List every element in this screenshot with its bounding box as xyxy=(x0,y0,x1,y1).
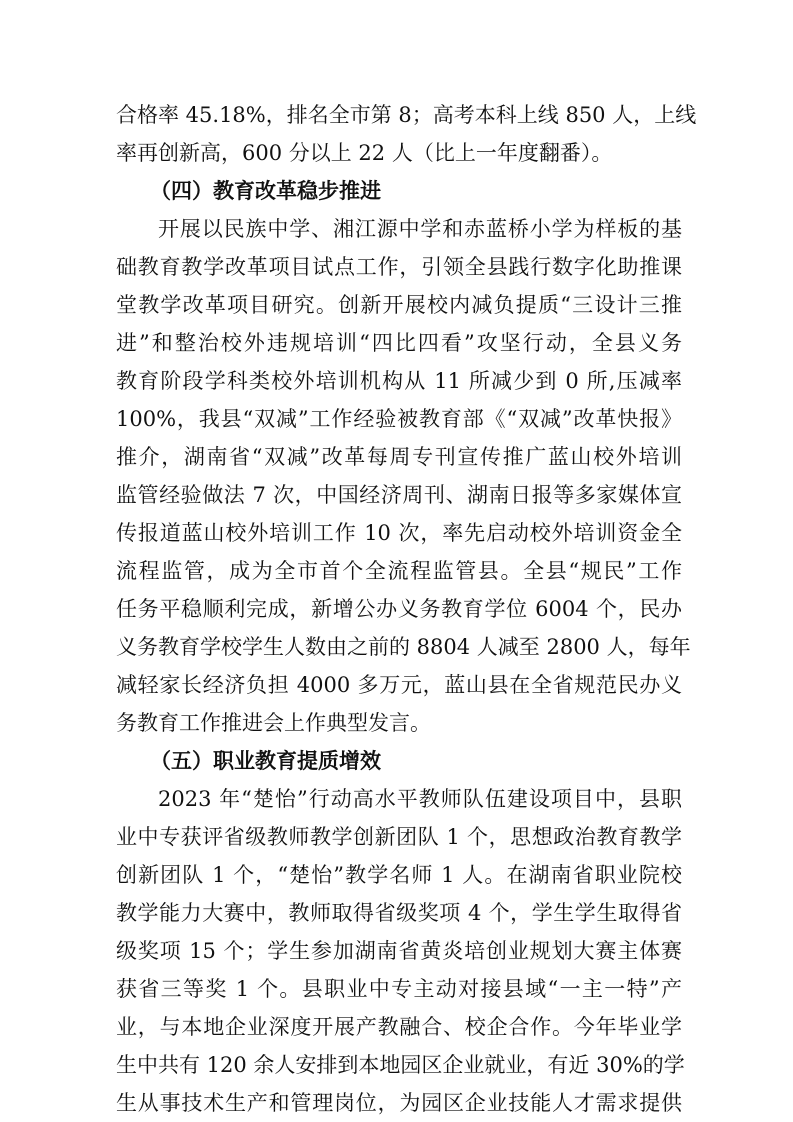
paragraph-line: 生中共有 120 余人安排到本地园区企业就业，有近 30%的学 xyxy=(116,1053,685,1077)
paragraph-line: 教学能力大赛中，教师取得省级奖项 4 个，学生学生取得省 xyxy=(116,901,682,925)
paragraph-line: 进”和整治校外违规培训“四比四看”攻坚行动，全县义务 xyxy=(116,331,682,355)
paragraph-line: 业，与本地企业深度开展产教融合、校企合作。今年毕业学 xyxy=(116,1015,682,1039)
paragraph-line: 级奖项 15 个；学生参加湖南省黄炎培创业规划大赛主体赛 xyxy=(116,939,682,963)
paragraph-line: 流程监管，成为全市首个全流程监管县。全县“规民”工作 xyxy=(116,559,682,583)
paragraph-line: 监管经验做法 7 次，中国经济周刊、湖南日报等多家媒体宣 xyxy=(116,483,682,507)
paragraph-line: 创新团队 1 个，“楚怡”教学名师 1 人。在湖南省职业院校 xyxy=(116,863,682,887)
paragraph-line: 务教育工作推进会上作典型发言。 xyxy=(116,711,431,735)
section-4-heading: （四）教育改革稳步推进 xyxy=(150,179,381,203)
paragraph-line: 义务教育学校学生人数由之前的 8804 人减至 2800 人，每年 xyxy=(116,635,691,659)
intro-line: 合格率 45.18%，排名全市第 8；高考本科上线 850 人，上线 xyxy=(116,103,697,127)
paragraph-line: 开展以民族中学、湘江源中学和赤蓝桥小学为样板的基 xyxy=(158,217,682,241)
section-5-heading: （五）职业教育提质增效 xyxy=(150,749,381,773)
paragraph-line: 减轻家长经济负担 4000 多万元，蓝山县在全省规范民办义 xyxy=(116,673,682,697)
paragraph-line: 生从事技术生产和管理岗位，为园区企业技能人才需求提供 xyxy=(116,1091,682,1115)
paragraph-line: 教育阶段学科类校外培训机构从 11 所减少到 0 所,压减率 xyxy=(116,369,682,393)
paragraph-line: 推介，湖南省“双减”改革每周专刊宣传推广蓝山校外培训 xyxy=(116,445,682,469)
paragraph-line: 获省三等奖 1 个。县职业中专主动对接县域“一主一特”产 xyxy=(116,977,682,1001)
paragraph-line: 任务平稳顺利完成，新增公办义务教育学位 6004 个，民办 xyxy=(116,597,682,621)
paragraph-line: 业中专获评省级教师教学创新团队 1 个，思想政治教育教学 xyxy=(116,825,682,849)
paragraph-line: 础教育教学改革项目试点工作，引领全县践行数字化助推课 xyxy=(116,255,682,279)
paragraph-line: 传报道蓝山校外培训工作 10 次，率先启动校外培训资金全 xyxy=(116,521,682,545)
paragraph-line: 100%，我县“双减”工作经验被教育部《“双减”改革快报》 xyxy=(116,407,682,431)
intro-line: 率再创新高，600 分以上 22 人（比上一年度翻番）。 xyxy=(116,141,613,165)
paragraph-line: 堂教学改革项目研究。创新开展校内减负提质“三设计三推 xyxy=(116,293,682,317)
paragraph-line: 2023 年“楚怡”行动高水平教师队伍建设项目中，县职 xyxy=(158,787,682,811)
